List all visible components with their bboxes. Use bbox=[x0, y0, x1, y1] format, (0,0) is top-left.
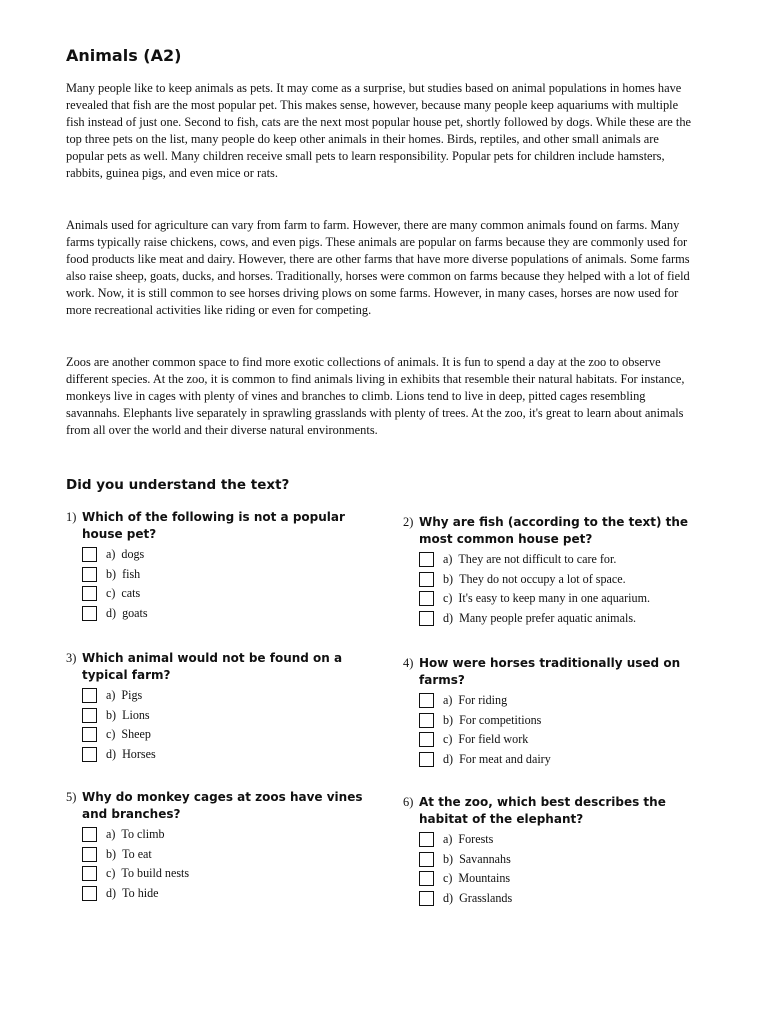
answer-option[interactable] bbox=[419, 691, 713, 711]
checkbox[interactable] bbox=[419, 611, 434, 626]
option-letter: b) bbox=[106, 566, 117, 581]
option-text: For competitions bbox=[459, 712, 542, 727]
answer-option[interactable] bbox=[419, 589, 713, 609]
checkbox[interactable] bbox=[419, 591, 434, 606]
answer-options bbox=[66, 686, 386, 764]
answer-option[interactable] bbox=[82, 825, 386, 845]
question-text: Which of the following is not a popular house pet? bbox=[82, 510, 345, 541]
question-3 bbox=[66, 650, 386, 764]
answer-option[interactable] bbox=[82, 845, 386, 865]
question-2 bbox=[403, 514, 713, 628]
checkbox[interactable] bbox=[419, 891, 434, 906]
option-letter: d) bbox=[106, 606, 117, 621]
answer-options bbox=[66, 545, 386, 623]
option-text: Mountains bbox=[458, 871, 511, 886]
checkbox[interactable] bbox=[82, 606, 97, 621]
answer-option[interactable] bbox=[419, 609, 713, 629]
answer-option[interactable] bbox=[419, 869, 713, 889]
answer-options bbox=[403, 830, 713, 908]
answer-options bbox=[403, 691, 713, 769]
answer-option[interactable] bbox=[82, 565, 386, 585]
question-number: 5) bbox=[66, 790, 77, 804]
option-text: Forests bbox=[458, 832, 494, 847]
checkbox[interactable] bbox=[419, 693, 434, 708]
checkbox[interactable] bbox=[82, 847, 97, 862]
option-text: Lions bbox=[122, 707, 150, 722]
option-text: Many people prefer aquatic animals. bbox=[459, 611, 637, 626]
question-header bbox=[403, 514, 713, 548]
question-number: 3) bbox=[66, 651, 77, 665]
option-text: It's easy to keep many in one aquarium. bbox=[458, 591, 650, 606]
checkbox[interactable] bbox=[82, 827, 97, 842]
question-header bbox=[403, 655, 713, 689]
checkbox[interactable] bbox=[419, 713, 434, 728]
quiz-heading: Did you understand the text? bbox=[66, 477, 290, 493]
checkbox[interactable] bbox=[82, 747, 97, 762]
answer-option[interactable] bbox=[82, 745, 386, 765]
option-letter: b) bbox=[443, 712, 454, 727]
question-header bbox=[403, 794, 713, 828]
checkbox[interactable] bbox=[82, 567, 97, 582]
question-number: 2) bbox=[403, 515, 414, 529]
option-letter: c) bbox=[106, 727, 116, 742]
option-text: To climb bbox=[121, 827, 165, 842]
question-text: Why are fish (according to the text) the most common house pet? bbox=[419, 515, 689, 546]
answer-option[interactable] bbox=[419, 750, 713, 770]
option-letter: a) bbox=[443, 832, 453, 847]
question-text: How were horses traditionally used on farms? bbox=[419, 656, 681, 687]
question-6 bbox=[403, 794, 713, 908]
option-letter: b) bbox=[443, 571, 454, 586]
option-letter: b) bbox=[106, 707, 117, 722]
question-header bbox=[66, 650, 386, 684]
answer-option[interactable] bbox=[419, 830, 713, 850]
answer-option[interactable] bbox=[82, 604, 386, 624]
option-text: To build nests bbox=[121, 866, 190, 881]
answer-option[interactable] bbox=[82, 884, 386, 904]
option-letter: a) bbox=[443, 693, 453, 708]
checkbox[interactable] bbox=[82, 547, 97, 562]
answer-option[interactable] bbox=[82, 706, 386, 726]
question-text: Why do monkey cages at zoos have vines and branches? bbox=[82, 790, 363, 821]
answer-option[interactable] bbox=[82, 725, 386, 745]
option-letter: a) bbox=[443, 552, 453, 567]
answer-option[interactable] bbox=[419, 711, 713, 731]
answer-option[interactable] bbox=[419, 889, 713, 909]
answer-option[interactable] bbox=[82, 545, 386, 565]
checkbox[interactable] bbox=[419, 552, 434, 567]
answer-option[interactable] bbox=[419, 550, 713, 570]
answer-option[interactable] bbox=[419, 730, 713, 750]
option-text: Horses bbox=[122, 747, 156, 762]
checkbox[interactable] bbox=[419, 752, 434, 767]
answer-option[interactable] bbox=[82, 686, 386, 706]
option-letter: c) bbox=[106, 586, 116, 601]
checkbox[interactable] bbox=[82, 886, 97, 901]
option-text: For meat and dairy bbox=[459, 752, 551, 767]
checkbox[interactable] bbox=[419, 871, 434, 886]
checkbox[interactable] bbox=[419, 572, 434, 587]
question-number: 4) bbox=[403, 656, 414, 670]
option-letter: d) bbox=[106, 886, 117, 901]
answer-option[interactable] bbox=[82, 864, 386, 884]
answer-option[interactable] bbox=[419, 850, 713, 870]
option-text: cats bbox=[121, 586, 141, 601]
question-text: At the zoo, which best describes the habitat of the elephant? bbox=[419, 795, 666, 826]
option-letter: c) bbox=[443, 591, 453, 606]
answer-option[interactable] bbox=[419, 570, 713, 590]
checkbox[interactable] bbox=[419, 852, 434, 867]
option-text: goats bbox=[122, 606, 148, 621]
question-text: Which animal would not be found on a typical farm? bbox=[82, 651, 343, 682]
checkbox[interactable] bbox=[419, 732, 434, 747]
question-header bbox=[66, 509, 386, 543]
answer-options bbox=[403, 550, 713, 628]
option-letter: d) bbox=[443, 611, 454, 626]
checkbox[interactable] bbox=[82, 866, 97, 881]
paragraph-zoos: Zoos are another common space to find more exotic collections of animals. It is fun to spend a day at the zoo to observe different species. At the zoo, it is common to find animals living in exhibits that resemble their natural habitats. For instance, monkeys live in cages with plenty of vines and branches to climb. Lions tend to live in deep, pitted cages resembling savannahs. Elephants live separately in sprawling grasslands with plenty of trees. At the zoo, it's great to learn about animals from all over the world and their diverse natural environments. bbox=[66, 355, 685, 438]
option-letter: c) bbox=[443, 871, 453, 886]
option-text: Grasslands bbox=[459, 891, 513, 906]
option-text: To hide bbox=[122, 886, 159, 901]
answer-options bbox=[66, 825, 386, 903]
option-letter: a) bbox=[106, 547, 116, 562]
option-text: Savannahs bbox=[459, 851, 511, 866]
option-letter: c) bbox=[106, 866, 116, 881]
question-number: 1) bbox=[66, 510, 77, 524]
option-text: fish bbox=[122, 566, 141, 581]
option-text: dogs bbox=[121, 547, 145, 562]
option-letter: b) bbox=[106, 846, 117, 861]
option-letter: c) bbox=[443, 732, 453, 747]
checkbox[interactable] bbox=[82, 586, 97, 601]
question-1 bbox=[66, 509, 386, 623]
option-text: Pigs bbox=[121, 688, 143, 703]
question-header bbox=[66, 789, 386, 823]
question-4 bbox=[403, 655, 713, 769]
option-letter: d) bbox=[443, 752, 454, 767]
option-text: For riding bbox=[458, 693, 508, 708]
option-letter: a) bbox=[106, 688, 116, 703]
checkbox[interactable] bbox=[82, 727, 97, 742]
checkbox[interactable] bbox=[82, 688, 97, 703]
paragraph-pets: Many people like to keep animals as pets. It may come as a surprise, but studies based on animal populations in homes have revealed that fish are the most popular pet. This makes sense, however, because many people keep aquariums with multiple fish instead of just one. Second to fish, cats are the next most popular house pet, shortly followed by dogs. While these are the top three pets on the list, many people do keep other animals in their homes. Birds, reptiles, and other small animals are popular pets as well. Many children receive small pets to learn responsibility. Popular pets for children include hamsters, rabbits, guinea pigs, and even mice or rats. bbox=[66, 81, 692, 181]
answer-option[interactable] bbox=[82, 584, 386, 604]
option-text: To eat bbox=[122, 846, 152, 861]
option-letter: a) bbox=[106, 827, 116, 842]
worksheet-title: Animals (A2) bbox=[66, 46, 182, 65]
checkbox[interactable] bbox=[419, 832, 434, 847]
checkbox[interactable] bbox=[82, 708, 97, 723]
option-text: They do not occupy a lot of space. bbox=[459, 571, 626, 586]
question-5 bbox=[66, 789, 386, 903]
option-text: They are not difficult to care for. bbox=[458, 552, 617, 567]
option-text: For field work bbox=[458, 732, 529, 747]
option-text: Sheep bbox=[121, 727, 151, 742]
question-number: 6) bbox=[403, 795, 414, 809]
paragraph-farms: Animals used for agriculture can vary from farm to farm. However, there are many common animals found on farms. Many farms typically raise chickens, cows, and even pigs. These animals are popular on farms because they are commonly used for food products like meat and dairy. However, there are other farms that have more diverse populations of animals. Some farms also raise sheep, goats, ducks, and horses. Traditionally, horses were common on farms because they helped with a lot of field work. Now, it is still common to see horses driving plows on some farms. However, in many cases, horses are now used for more recreational activities like riding or even for competing. bbox=[66, 218, 690, 318]
option-letter: d) bbox=[106, 747, 117, 762]
option-letter: d) bbox=[443, 891, 454, 906]
option-letter: b) bbox=[443, 851, 454, 866]
